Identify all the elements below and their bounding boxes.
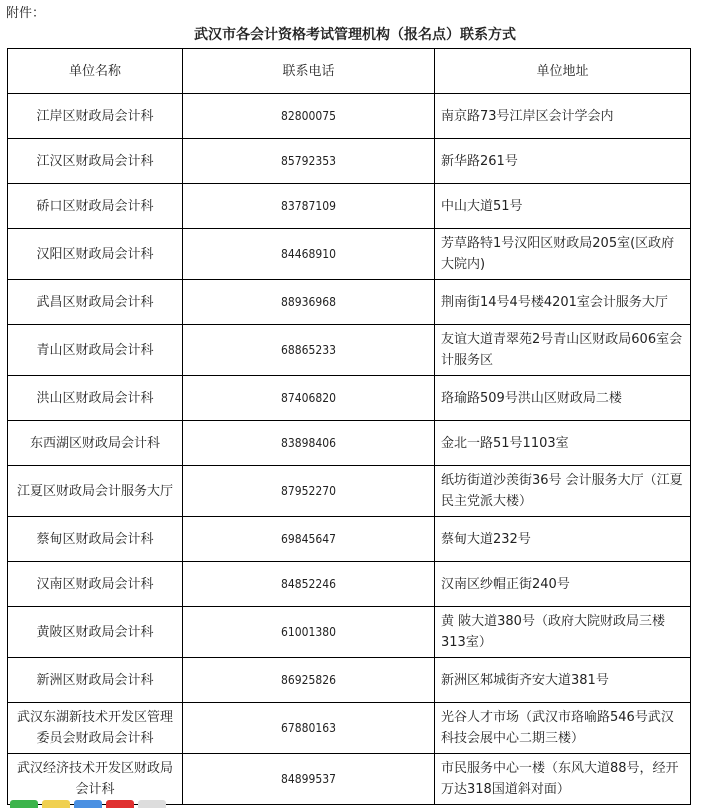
address-cell: 光谷人才市场（武汉市珞喻路546号武汉科技会展中心二期三楼） [435,703,691,754]
address-cell: 荆南街14号4号楼4201室会计服务大厅 [435,280,691,325]
unit-cell: 青山区财政局会计科 [8,325,183,376]
phone-cell: 84852246 [183,562,435,607]
unit-cell: 黄陂区财政局会计科 [8,607,183,658]
table-row [8,325,691,376]
phone-cell: 85792353 [183,139,435,184]
unit-cell: 硚口区财政局会计科 [8,184,183,229]
address-cell: 友谊大道青翠苑2号青山区财政局606室会计服务区 [435,325,691,376]
address-cell: 珞瑜路509号洪山区财政局二楼 [435,376,691,421]
page-title: 武汉市各会计资格考试管理机构（报名点）联系方式 [194,27,516,43]
table-row [8,94,691,139]
address-cell: 芳草路特1号汉阳区财政局205室(区政府大院内) [435,229,691,280]
table-row [8,184,691,229]
phone-cell: 83787109 [183,184,435,229]
unit-cell: 武汉东湖新技术开发区管理委员会财政局会计科 [8,703,183,754]
unit-cell: 江岸区财政局会计科 [8,94,183,139]
address-cell: 南京路73号江岸区会计学会内 [435,94,691,139]
address-cell: 中山大道51号 [435,184,691,229]
unit-cell: 汉阳区财政局会计科 [8,229,183,280]
address-cell: 市民服务中心一楼（东风大道88号，经开万达318国道斜对面） [435,754,691,805]
table-row [8,376,691,421]
phone-cell: 84468910 [183,229,435,280]
table-row [8,607,691,658]
bottom-toolbar [10,800,166,808]
phone-cell: 87952270 [183,466,435,517]
table-row [8,139,691,184]
unit-cell: 东西湖区财政局会计科 [8,421,183,466]
unit-cell: 江汉区财政局会计科 [8,139,183,184]
phone-cell: 86925826 [183,658,435,703]
table-row [8,703,691,754]
table-row [8,229,691,280]
address-cell: 蔡甸大道232号 [435,517,691,562]
table-row [8,658,691,703]
table-header-row [8,49,691,94]
address-cell: 纸坊街道沙羡街36号 会计服务大厅（江夏民主党派大楼） [435,466,691,517]
column-header-unit: 单位名称 [8,49,183,94]
column-header-phone: 联系电话 [183,49,435,94]
toolbar-tab-blue[interactable] [74,800,102,808]
phone-cell: 67880163 [183,703,435,754]
table-row [8,280,691,325]
toolbar-tab-gray[interactable] [138,800,166,808]
table-row [8,466,691,517]
toolbar-tab-green[interactable] [10,800,38,808]
address-cell: 黄 陂大道380号（政府大院财政局三楼313室） [435,607,691,658]
phone-cell: 88936968 [183,280,435,325]
toolbar-tab-yellow[interactable] [42,800,70,808]
address-cell: 金北一路51号1103室 [435,421,691,466]
unit-cell: 汉南区财政局会计科 [8,562,183,607]
address-cell: 汉南区纱帽正街240号 [435,562,691,607]
address-cell: 新洲区邾城街齐安大道381号 [435,658,691,703]
unit-cell: 江夏区财政局会计服务大厅 [8,466,183,517]
toolbar-tab-red[interactable] [106,800,134,808]
phone-cell: 83898406 [183,421,435,466]
unit-cell: 蔡甸区财政局会计科 [8,517,183,562]
table-row [8,517,691,562]
phone-cell: 82800075 [183,94,435,139]
contacts-table [7,48,691,805]
unit-cell: 武汉经济技术开发区财政局会计科 [8,754,183,805]
attachment-label: 附件： [6,6,46,21]
column-header-address: 单位地址 [435,49,691,94]
phone-cell: 68865233 [183,325,435,376]
phone-cell: 87406820 [183,376,435,421]
unit-cell: 洪山区财政局会计科 [8,376,183,421]
phone-cell: 69845647 [183,517,435,562]
phone-cell: 61001380 [183,607,435,658]
address-cell: 新华路261号 [435,139,691,184]
table-row [8,421,691,466]
table-row [8,754,691,805]
unit-cell: 武昌区财政局会计科 [8,280,183,325]
table-row [8,562,691,607]
phone-cell: 84899537 [183,754,435,805]
unit-cell: 新洲区财政局会计科 [8,658,183,703]
